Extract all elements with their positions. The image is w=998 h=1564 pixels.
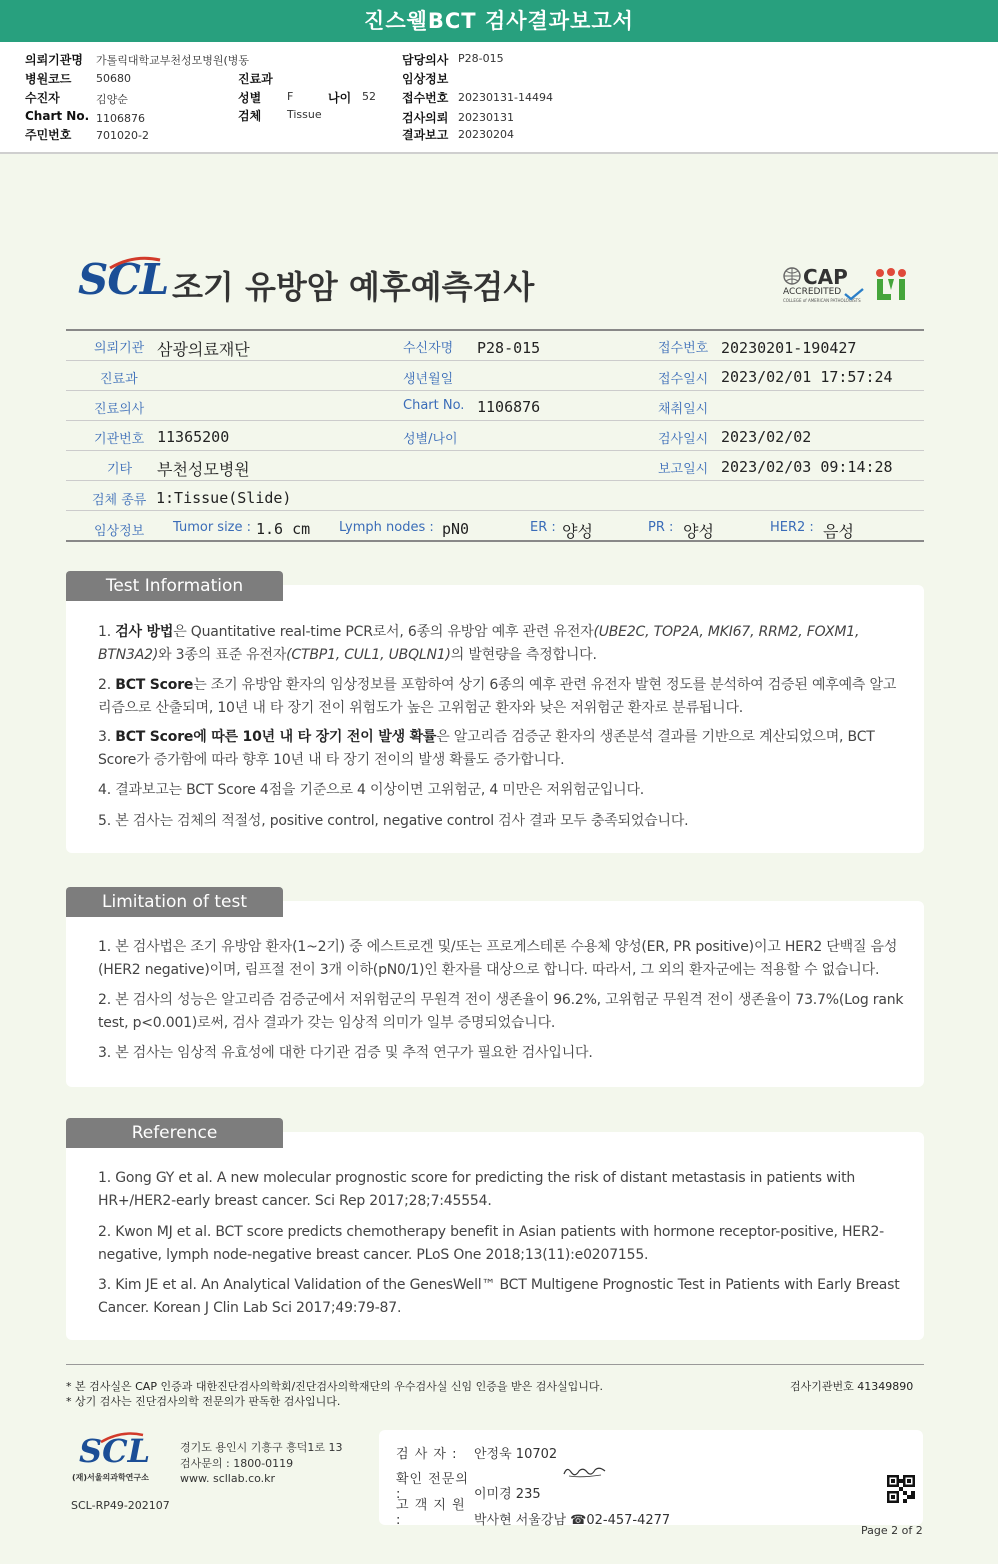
header-label: 나이 — [328, 91, 352, 105]
header-label: 성별 — [238, 91, 262, 105]
header-value: 20230131 — [458, 111, 514, 124]
header-label: 수진자 — [25, 91, 60, 105]
signature-box — [379, 1430, 923, 1528]
header-value: 50680 — [96, 72, 131, 85]
scl-footer-logo: SCL — [79, 1432, 151, 1470]
confirm-label: 확인 전문의 : — [396, 1472, 469, 1502]
field-value: 양성 — [562, 522, 593, 541]
field-value: 양성 — [683, 522, 714, 541]
field-value: pN0 — [442, 520, 470, 538]
list-item: 3. Kim JE et al. An Analytical Validation of the GenesWell™ BCT Multigene Prognostic Test in Patients with Early Breast Cancer. Korean J Clin Lab Sci 2017;49:79-87. — [98, 1277, 900, 1316]
cap-accredited-text: ACCREDITED — [783, 287, 842, 297]
list-item: 2. BCT Score는 조기 유방암 환자의 임상정보를 포함하여 상기 6종의 예후 관련 유전자 발현 정도를 분석하여 검증된 예후예측 알고리즘으로 산출되며, 10년 내 타 장기 전이 위험도가 높은 고위험군 환자와 낮은 저위험군 환자로 분류됩니다. — [98, 677, 897, 716]
header-label: 임상정보 — [402, 72, 449, 86]
field-value: 음성 — [823, 522, 854, 541]
field-label: 의뢰기관 — [94, 341, 145, 356]
qr-code-icon — [887, 1475, 915, 1503]
table-row — [66, 421, 924, 451]
field-label: 생년월일 — [403, 372, 454, 387]
table-row — [66, 451, 924, 481]
field-label: Chart No. — [403, 398, 465, 413]
report-banner-title: 진스웰BCT 검사결과보고서 — [0, 0, 998, 42]
field-label: 수신자명 — [403, 341, 454, 356]
header-label: 병원코드 — [25, 72, 72, 86]
test-information-section — [66, 585, 924, 853]
field-label: 성별/나이 — [403, 432, 458, 447]
institute-name: (재)서울의과학연구소 — [72, 1473, 149, 1482]
phone-contact: 검사문의 : 1800-0119 — [180, 1457, 294, 1470]
page-number: Page 2 of 2 — [861, 1524, 923, 1537]
list-item: 1. 본 검사법은 조기 유방암 환자(1~2기) 중 에스트로겐 및/또는 프로게스테론 수용체 양성(ER, PR positive)이고 HER2 단백질 음성(HER2 negative)이며, 림프절 전이 3개 이하(pN0/1)인 환자를 대상으로 합니다. 따라서, 그 외의 환자군에는 적용할 수 없습니다. — [98, 939, 898, 978]
header-value: 김양순 — [96, 93, 128, 106]
field-label: 검체 종류 — [92, 493, 147, 508]
field-label: 채취일시 — [658, 402, 709, 417]
header-label: 의뢰기관명 — [25, 53, 83, 67]
cap-globe-icon — [783, 267, 801, 285]
signature-icon — [561, 1462, 609, 1480]
footer-divider — [66, 1364, 924, 1365]
table-row — [66, 331, 924, 361]
header-value: 가톨릭대학교부천성모병원(병동 — [96, 54, 250, 67]
header-label: 검사의뢰 — [402, 111, 449, 125]
list-item: 4. 결과보고는 BCT Score 4점을 기준으로 4 이상이면 고위험군, 4 미만은 저위험군입니다. — [98, 782, 645, 798]
section-heading: Reference — [66, 1118, 283, 1148]
table-row — [66, 391, 924, 421]
cap-logo-text: CAP — [803, 265, 848, 289]
header-label: 주민번호 — [25, 128, 72, 142]
header-value: P28-015 — [458, 52, 504, 65]
confirm-value: 이미경 235 — [474, 1487, 541, 1502]
header-value: F — [287, 90, 294, 103]
list-item: 2. 본 검사의 성능은 알고리즘 검증군에서 저위험군의 무원격 전이 생존율이 96.2%, 고위험군 무원격 전이 생존율이 73.7%(Log rank test, p<0.001)로써, 검사 결과가 갖는 임상적 의미가 일부 증명되었습니다. — [98, 992, 904, 1031]
field-label: ER : — [530, 520, 556, 535]
table-row — [66, 361, 924, 391]
list-item: 3. BCT Score에 따른 10년 내 타 장기 전이 발생 확률은 알고리즘 검증군 환자의 생존분석 결과를 기반으로 계산되었으며, BCT Score가 증가함에 따라 향후 10년 내 타 장기 전이의 발생 확률도 증가합니다. — [98, 729, 875, 768]
header-value: 20230204 — [458, 128, 514, 141]
field-label: 임상정보 — [94, 524, 145, 539]
table-row — [66, 481, 924, 511]
field-label: 보고일시 — [658, 462, 709, 477]
field-value: 20230201-190427 — [721, 339, 857, 357]
limitation-section — [66, 901, 924, 1087]
examiner-value: 안정욱 10702 — [474, 1447, 558, 1462]
examiner-row — [396, 1443, 557, 1462]
section-heading: Test Information — [66, 571, 283, 601]
section-heading: Limitation of test — [66, 887, 283, 917]
institution-code: 검사기관번호 41349890 — [790, 1380, 914, 1393]
header-value: 701020-2 — [96, 129, 149, 142]
support-row — [396, 1494, 670, 1528]
field-label: Lymph nodes : — [339, 520, 434, 535]
field-label: 검사일시 — [658, 432, 709, 447]
field-label: 기타 — [107, 462, 133, 477]
header-value: Tissue — [287, 108, 322, 121]
support-label: 고 객 지 원 : — [396, 1498, 466, 1528]
field-value: 삼광의료재단 — [157, 340, 250, 359]
field-label: 접수번호 — [658, 341, 709, 356]
header-label: 결과보고 — [402, 128, 449, 142]
field-label: 기관번호 — [94, 432, 145, 447]
scl-swoosh-icon — [99, 1432, 145, 1444]
field-label: 접수일시 — [658, 372, 709, 387]
header-label: 담당의사 — [402, 53, 449, 67]
header-label: 진료과 — [238, 72, 273, 86]
lab-medicine-logo-icon — [875, 268, 907, 302]
footer-note: * 본 검사실은 CAP 인증과 대한진단검사의학회/진단검사의학재단의 우수검사실 신임 인증을 받은 검사실입니다. — [66, 1380, 604, 1393]
field-label: 진료과 — [100, 372, 138, 387]
footer-note: * 상기 검사는 진단검사의학 전문의가 판독한 검사입니다. — [66, 1395, 341, 1408]
header-value: 1106876 — [96, 112, 145, 125]
patient-info-table — [66, 329, 924, 542]
list-item: 3. 본 검사는 임상적 유효성에 대한 다기관 검증 및 추적 연구가 필요한 검사입니다. — [98, 1045, 593, 1061]
field-label: HER2 : — [770, 520, 814, 535]
field-value: 1:Tissue(Slide) — [156, 489, 292, 507]
table-row — [66, 512, 924, 542]
field-label: Tumor size : — [173, 520, 252, 535]
page-title: 조기 유방암 예후예측검사 — [172, 268, 535, 306]
list-item: 1. 검사 방법은 Quantitative real-time PCR로서, 6종의 유방암 예후 관련 유전자(UBE2C, TOP2A, MKI67, RRM2, FOXM1, BTN3A2)와 3종의 표준 유전자(CTBP1, CUL1, UBQLN1)의 발현량을 측정합니다. — [98, 624, 860, 663]
order-header — [0, 42, 998, 154]
cap-tagline: COLLEGE of AMERICAN PATHOLOGISTS — [783, 298, 861, 303]
field-label: PR : — [648, 520, 674, 535]
cap-accredited-logo — [783, 265, 873, 305]
document-id: SCL-RP49-202107 — [71, 1499, 170, 1512]
list-item: 5. 본 검사는 검체의 적절성, positive control, negative control 검사 결과 모두 충족되었습니다. — [98, 813, 689, 829]
check-icon — [843, 287, 865, 301]
list-item: 2. Kwon MJ et al. BCT score predicts chemotherapy benefit in Asian patients with hormone receptor-positive, HER2-negative, lymph node-negative breast cancer. PLoS One 2018;13(11):e0207155. — [98, 1224, 885, 1263]
field-value: 2023/02/02 — [721, 428, 812, 446]
list-item: 1. Gong GY et al. A new molecular prognostic score for predicting the risk of distant metastasis in patients with HR+/HER2-early breast cancer. Sci Rep 2017;28;7:45554. — [98, 1170, 856, 1209]
header-label: Chart No. — [25, 109, 90, 123]
field-value: 2023/02/03 09:14:28 — [721, 458, 893, 476]
field-value: 부천성모병원 — [157, 460, 250, 479]
reference-section — [66, 1132, 924, 1340]
support-value: 박사현 서울강남 ☎02-457-4277 — [474, 1513, 671, 1528]
header-label: 검체 — [238, 109, 262, 123]
field-value: 2023/02/01 17:57:24 — [721, 368, 893, 386]
header-value: 52 — [362, 90, 376, 103]
field-value: 11365200 — [157, 428, 230, 446]
field-value: P28-015 — [477, 339, 541, 357]
scl-swoosh-icon — [108, 256, 162, 270]
header-value: 20230131-14494 — [458, 91, 553, 104]
field-value: 1106876 — [477, 398, 541, 416]
website-link[interactable]: www. scllab.co.kr — [180, 1472, 276, 1485]
scl-logo: SCL — [78, 255, 169, 304]
examiner-label: 검 사 자 : — [396, 1447, 458, 1462]
address: 경기도 용인시 기흥구 흥덕1로 13 — [180, 1441, 343, 1454]
field-value: 1.6 cm — [256, 520, 311, 538]
header-label: 접수번호 — [402, 91, 449, 105]
field-label: 진료의사 — [94, 402, 145, 417]
